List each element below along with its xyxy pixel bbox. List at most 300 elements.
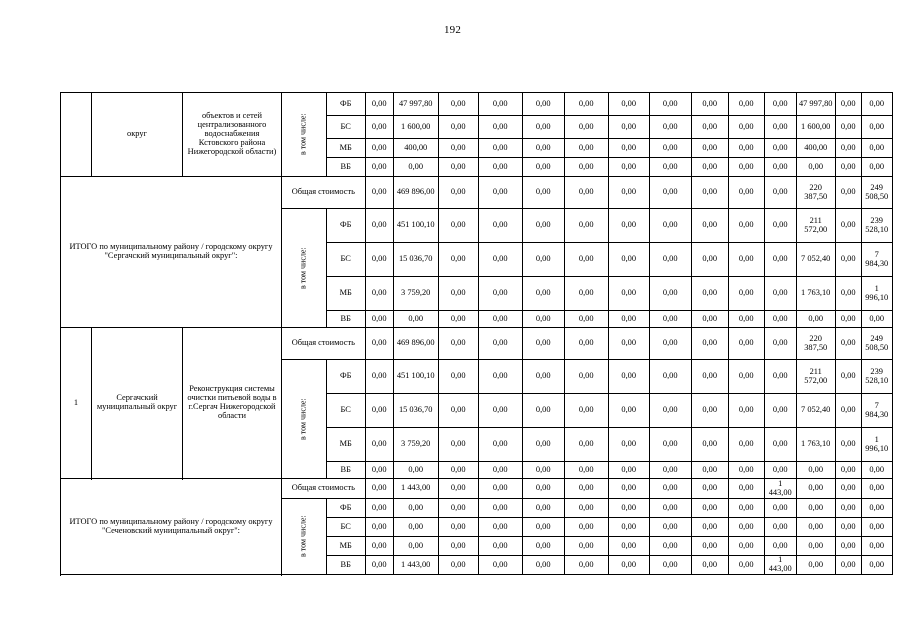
value-cell: 0,00 xyxy=(438,116,478,139)
value-cell: 0,00 xyxy=(365,394,393,428)
value-cell: 0,00 xyxy=(365,116,393,139)
value-cell: 0,00 xyxy=(764,209,796,243)
value-cell: 0,00 xyxy=(522,462,564,479)
value-cell: 0,00 xyxy=(728,518,764,537)
value-cell: 0,00 xyxy=(608,428,649,462)
value-cell: 0,00 xyxy=(861,93,892,116)
budget-table xyxy=(60,92,893,575)
value-cell: 0,00 xyxy=(649,243,691,277)
value-cell: 0,00 xyxy=(478,311,522,328)
value-cell: 1 763,10 xyxy=(796,277,835,311)
value-cell: 7 984,30 xyxy=(861,394,892,428)
value-cell: 0,00 xyxy=(365,328,393,360)
value-cell: 0,00 xyxy=(691,116,728,139)
value-cell: 0,00 xyxy=(522,556,564,575)
value-cell: 1 996,10 xyxy=(861,428,892,462)
value-cell: 0,00 xyxy=(564,243,608,277)
value-cell: 0,00 xyxy=(522,394,564,428)
value-cell: 0,00 xyxy=(835,328,861,360)
value-cell: 0,00 xyxy=(564,462,608,479)
value-cell: 0,00 xyxy=(861,311,892,328)
value-cell: 0,00 xyxy=(691,360,728,394)
value-cell: 0,00 xyxy=(438,394,478,428)
value-cell: 0,00 xyxy=(438,158,478,177)
value-cell: 0,00 xyxy=(608,277,649,311)
value-cell: 0,00 xyxy=(438,462,478,479)
value-cell: 0,00 xyxy=(522,311,564,328)
value-cell: 0,00 xyxy=(835,499,861,518)
source-label: МБ xyxy=(326,428,365,462)
value-cell: 0,00 xyxy=(478,139,522,158)
source-label: ВБ xyxy=(326,158,365,177)
value-cell: 0,00 xyxy=(522,116,564,139)
value-cell: 0,00 xyxy=(835,360,861,394)
total-cost-label: Общая стоимость xyxy=(282,479,366,499)
object-cell: объектов и сетей централизованного водоснабжения Кстовского района Нижегородской области) xyxy=(183,93,282,177)
value-cell: 1 443,00 xyxy=(393,479,438,499)
value-cell: 0,00 xyxy=(649,116,691,139)
value-cell: 0,00 xyxy=(608,462,649,479)
value-cell: 0,00 xyxy=(438,537,478,556)
value-cell: 0,00 xyxy=(649,394,691,428)
value-cell: 0,00 xyxy=(608,518,649,537)
value-cell: 7 052,40 xyxy=(796,243,835,277)
value-cell: 0,00 xyxy=(365,243,393,277)
value-cell: 0,00 xyxy=(835,479,861,499)
value-cell: 220 387,50 xyxy=(796,328,835,360)
value-cell: 0,00 xyxy=(835,394,861,428)
total-cost-label: Общая стоимость xyxy=(282,177,366,209)
source-label: ФБ xyxy=(326,93,365,116)
value-cell: 0,00 xyxy=(564,518,608,537)
value-cell: 0,00 xyxy=(796,499,835,518)
value-cell: 0,00 xyxy=(608,209,649,243)
value-cell: 0,00 xyxy=(564,556,608,575)
value-cell: 0,00 xyxy=(522,243,564,277)
value-cell: 15 036,70 xyxy=(393,394,438,428)
value-cell: 0,00 xyxy=(764,177,796,209)
value-cell: 0,00 xyxy=(649,462,691,479)
value-cell: 0,00 xyxy=(608,116,649,139)
value-cell: 1 996,10 xyxy=(861,277,892,311)
district-total-title: ИТОГО по муниципальному району / городскому округу "Сергачский муниципальный округ": xyxy=(61,177,282,328)
value-cell: 0,00 xyxy=(365,360,393,394)
value-cell: 0,00 xyxy=(365,139,393,158)
value-cell: 0,00 xyxy=(438,556,478,575)
value-cell: 0,00 xyxy=(649,499,691,518)
value-cell: 0,00 xyxy=(691,311,728,328)
value-cell: 0,00 xyxy=(564,479,608,499)
value-cell: 0,00 xyxy=(608,499,649,518)
value-cell: 0,00 xyxy=(522,518,564,537)
value-cell: 0,00 xyxy=(861,116,892,139)
value-cell: 0,00 xyxy=(649,311,691,328)
value-cell: 249 508,50 xyxy=(861,177,892,209)
value-cell: 0,00 xyxy=(835,93,861,116)
value-cell: 0,00 xyxy=(478,93,522,116)
value-cell: 0,00 xyxy=(728,537,764,556)
value-cell: 0,00 xyxy=(478,360,522,394)
value-cell: 0,00 xyxy=(835,518,861,537)
value-cell: 0,00 xyxy=(728,139,764,158)
value-cell: 0,00 xyxy=(438,311,478,328)
value-cell: 0,00 xyxy=(796,158,835,177)
value-cell: 0,00 xyxy=(522,158,564,177)
value-cell: 15 036,70 xyxy=(393,243,438,277)
value-cell: 0,00 xyxy=(564,537,608,556)
value-cell: 0,00 xyxy=(796,556,835,575)
value-cell: 1 763,10 xyxy=(796,428,835,462)
value-cell: 1 600,00 xyxy=(393,116,438,139)
value-cell: 239 528,10 xyxy=(861,209,892,243)
municipality-cell: округ xyxy=(92,93,183,177)
value-cell: 0,00 xyxy=(691,209,728,243)
value-cell: 0,00 xyxy=(564,93,608,116)
value-cell: 0,00 xyxy=(796,479,835,499)
value-cell: 0,00 xyxy=(764,116,796,139)
value-cell: 0,00 xyxy=(608,158,649,177)
value-cell: 0,00 xyxy=(796,518,835,537)
source-label: БС xyxy=(326,394,365,428)
value-cell: 0,00 xyxy=(564,177,608,209)
total-cost-label: Общая стоимость xyxy=(282,328,366,360)
value-cell: 0,00 xyxy=(835,158,861,177)
value-cell: 0,00 xyxy=(522,139,564,158)
value-cell: 0,00 xyxy=(564,158,608,177)
value-cell: 0,00 xyxy=(393,499,438,518)
value-cell: 0,00 xyxy=(764,328,796,360)
value-cell: 0,00 xyxy=(835,116,861,139)
value-cell: 0,00 xyxy=(564,277,608,311)
source-label: МБ xyxy=(326,139,365,158)
value-cell: 0,00 xyxy=(691,479,728,499)
source-label: БС xyxy=(326,116,365,139)
value-cell: 249 508,50 xyxy=(861,328,892,360)
value-cell: 0,00 xyxy=(691,499,728,518)
including-label: в том числе: xyxy=(282,209,327,328)
value-cell: 0,00 xyxy=(728,158,764,177)
value-cell: 0,00 xyxy=(649,360,691,394)
value-cell: 0,00 xyxy=(438,277,478,311)
value-cell: 0,00 xyxy=(835,311,861,328)
value-cell: 0,00 xyxy=(728,479,764,499)
value-cell: 0,00 xyxy=(861,462,892,479)
value-cell: 0,00 xyxy=(478,518,522,537)
source-label: МБ xyxy=(326,537,365,556)
value-cell: 0,00 xyxy=(393,158,438,177)
value-cell: 0,00 xyxy=(649,158,691,177)
value-cell: 0,00 xyxy=(478,243,522,277)
table-row xyxy=(61,177,893,209)
value-cell: 0,00 xyxy=(438,209,478,243)
value-cell: 0,00 xyxy=(796,537,835,556)
value-cell: 0,00 xyxy=(691,394,728,428)
value-cell: 0,00 xyxy=(478,394,522,428)
value-cell: 0,00 xyxy=(728,462,764,479)
value-cell: 0,00 xyxy=(728,311,764,328)
object-cell: Реконструкция системы очистки питьевой воды в г.Сергач Нижегородской области xyxy=(183,328,282,479)
value-cell: 0,00 xyxy=(835,139,861,158)
value-cell: 0,00 xyxy=(564,428,608,462)
value-cell: 0,00 xyxy=(691,243,728,277)
value-cell: 0,00 xyxy=(728,499,764,518)
value-cell: 0,00 xyxy=(728,277,764,311)
value-cell: 0,00 xyxy=(522,360,564,394)
source-label: БС xyxy=(326,243,365,277)
source-label: ВБ xyxy=(326,462,365,479)
value-cell: 0,00 xyxy=(522,277,564,311)
value-cell: 0,00 xyxy=(365,209,393,243)
value-cell: 0,00 xyxy=(835,243,861,277)
value-cell: 0,00 xyxy=(564,209,608,243)
value-cell: 0,00 xyxy=(728,328,764,360)
value-cell: 469 896,00 xyxy=(393,177,438,209)
value-cell: 0,00 xyxy=(365,518,393,537)
value-cell: 0,00 xyxy=(438,93,478,116)
value-cell: 0,00 xyxy=(365,537,393,556)
value-cell: 0,00 xyxy=(564,311,608,328)
value-cell: 0,00 xyxy=(438,243,478,277)
value-cell: 0,00 xyxy=(835,537,861,556)
value-cell: 0,00 xyxy=(649,556,691,575)
value-cell: 0,00 xyxy=(649,328,691,360)
value-cell: 0,00 xyxy=(861,556,892,575)
value-cell: 0,00 xyxy=(365,556,393,575)
value-cell: 0,00 xyxy=(728,360,764,394)
value-cell: 0,00 xyxy=(764,394,796,428)
num-cell: 1 xyxy=(61,328,92,479)
value-cell: 0,00 xyxy=(861,518,892,537)
value-cell: 7 984,30 xyxy=(861,243,892,277)
value-cell: 0,00 xyxy=(649,209,691,243)
value-cell: 0,00 xyxy=(861,537,892,556)
value-cell: 0,00 xyxy=(522,328,564,360)
value-cell: 0,00 xyxy=(764,93,796,116)
value-cell: 0,00 xyxy=(728,428,764,462)
value-cell: 0,00 xyxy=(764,243,796,277)
value-cell: 0,00 xyxy=(478,177,522,209)
value-cell: 0,00 xyxy=(522,428,564,462)
value-cell: 0,00 xyxy=(649,428,691,462)
value-cell: 1 443,00 xyxy=(764,479,796,499)
value-cell: 0,00 xyxy=(608,328,649,360)
value-cell: 0,00 xyxy=(393,311,438,328)
value-cell: 1 443,00 xyxy=(393,556,438,575)
value-cell: 0,00 xyxy=(691,462,728,479)
value-cell: 0,00 xyxy=(764,311,796,328)
value-cell: 211 572,00 xyxy=(796,360,835,394)
including-label: в том числе: xyxy=(282,360,327,479)
value-cell: 451 100,10 xyxy=(393,209,438,243)
value-cell: 0,00 xyxy=(438,499,478,518)
value-cell: 0,00 xyxy=(691,93,728,116)
value-cell: 0,00 xyxy=(649,177,691,209)
value-cell: 0,00 xyxy=(835,556,861,575)
value-cell: 0,00 xyxy=(522,209,564,243)
table-row xyxy=(61,93,893,116)
value-cell: 0,00 xyxy=(522,499,564,518)
page-number: 192 xyxy=(443,24,462,36)
value-cell: 0,00 xyxy=(478,209,522,243)
value-cell: 0,00 xyxy=(764,428,796,462)
value-cell: 0,00 xyxy=(764,158,796,177)
value-cell: 0,00 xyxy=(861,499,892,518)
value-cell: 0,00 xyxy=(564,116,608,139)
value-cell: 0,00 xyxy=(861,139,892,158)
source-label: ФБ xyxy=(326,209,365,243)
value-cell: 47 997,80 xyxy=(393,93,438,116)
value-cell: 0,00 xyxy=(478,462,522,479)
value-cell: 0,00 xyxy=(564,394,608,428)
value-cell: 0,00 xyxy=(478,277,522,311)
value-cell: 0,00 xyxy=(728,177,764,209)
value-cell: 0,00 xyxy=(728,243,764,277)
value-cell: 0,00 xyxy=(365,311,393,328)
table-body xyxy=(61,93,893,575)
value-cell: 0,00 xyxy=(691,328,728,360)
value-cell: 0,00 xyxy=(478,428,522,462)
value-cell: 0,00 xyxy=(478,537,522,556)
value-cell: 0,00 xyxy=(393,462,438,479)
value-cell: 0,00 xyxy=(365,277,393,311)
value-cell: 0,00 xyxy=(608,394,649,428)
source-label: ФБ xyxy=(326,499,365,518)
value-cell: 451 100,10 xyxy=(393,360,438,394)
value-cell: 0,00 xyxy=(608,177,649,209)
value-cell: 0,00 xyxy=(649,277,691,311)
value-cell: 0,00 xyxy=(478,116,522,139)
value-cell: 0,00 xyxy=(764,277,796,311)
value-cell: 0,00 xyxy=(728,556,764,575)
value-cell: 0,00 xyxy=(649,139,691,158)
district-total-title: ИТОГО по муниципальному району / городскому округу "Сеченовский муниципальный округ": xyxy=(61,479,282,575)
value-cell: 0,00 xyxy=(608,243,649,277)
value-cell: 0,00 xyxy=(438,139,478,158)
value-cell: 0,00 xyxy=(835,177,861,209)
value-cell: 220 387,50 xyxy=(796,177,835,209)
value-cell: 0,00 xyxy=(835,209,861,243)
value-cell: 0,00 xyxy=(365,428,393,462)
source-label: ВБ xyxy=(326,311,365,328)
table-row xyxy=(61,328,893,360)
value-cell: 0,00 xyxy=(608,311,649,328)
value-cell: 0,00 xyxy=(835,277,861,311)
value-cell: 0,00 xyxy=(861,158,892,177)
value-cell: 0,00 xyxy=(649,93,691,116)
value-cell: 0,00 xyxy=(478,556,522,575)
value-cell: 1 443,00 xyxy=(764,556,796,575)
value-cell: 0,00 xyxy=(728,116,764,139)
value-cell: 0,00 xyxy=(764,462,796,479)
value-cell: 400,00 xyxy=(393,139,438,158)
value-cell: 7 052,40 xyxy=(796,394,835,428)
value-cell: 0,00 xyxy=(365,177,393,209)
source-label: ФБ xyxy=(326,360,365,394)
municipality-cell: Сергачский муниципальный округ xyxy=(92,328,183,479)
value-cell: 0,00 xyxy=(691,177,728,209)
value-cell: 0,00 xyxy=(438,428,478,462)
value-cell: 239 528,10 xyxy=(861,360,892,394)
value-cell: 0,00 xyxy=(764,499,796,518)
value-cell: 0,00 xyxy=(691,158,728,177)
value-cell: 0,00 xyxy=(365,499,393,518)
value-cell: 211 572,00 xyxy=(796,209,835,243)
value-cell: 0,00 xyxy=(691,518,728,537)
value-cell: 0,00 xyxy=(522,93,564,116)
value-cell: 0,00 xyxy=(365,462,393,479)
value-cell: 0,00 xyxy=(365,479,393,499)
value-cell: 0,00 xyxy=(393,537,438,556)
num-cell xyxy=(61,93,92,177)
value-cell: 0,00 xyxy=(478,328,522,360)
value-cell: 0,00 xyxy=(478,158,522,177)
value-cell: 0,00 xyxy=(728,394,764,428)
value-cell: 3 759,20 xyxy=(393,428,438,462)
source-label: МБ xyxy=(326,277,365,311)
value-cell: 0,00 xyxy=(478,499,522,518)
value-cell: 0,00 xyxy=(764,139,796,158)
value-cell: 0,00 xyxy=(691,428,728,462)
value-cell: 0,00 xyxy=(438,479,478,499)
source-label: БС xyxy=(326,518,365,537)
including-label: в том числе: xyxy=(282,93,327,177)
value-cell: 0,00 xyxy=(835,462,861,479)
value-cell: 400,00 xyxy=(796,139,835,158)
value-cell: 0,00 xyxy=(438,360,478,394)
value-cell: 0,00 xyxy=(564,328,608,360)
value-cell: 0,00 xyxy=(608,360,649,394)
value-cell: 0,00 xyxy=(522,479,564,499)
value-cell: 0,00 xyxy=(691,556,728,575)
value-cell: 0,00 xyxy=(764,360,796,394)
value-cell: 0,00 xyxy=(393,518,438,537)
including-label: в том числе: xyxy=(282,499,327,575)
value-cell: 0,00 xyxy=(564,499,608,518)
value-cell: 0,00 xyxy=(796,311,835,328)
value-cell: 0,00 xyxy=(608,139,649,158)
value-cell: 0,00 xyxy=(728,209,764,243)
value-cell: 0,00 xyxy=(438,177,478,209)
value-cell: 0,00 xyxy=(365,158,393,177)
value-cell: 0,00 xyxy=(438,518,478,537)
value-cell: 0,00 xyxy=(649,479,691,499)
value-cell: 0,00 xyxy=(365,93,393,116)
value-cell: 0,00 xyxy=(764,518,796,537)
value-cell: 0,00 xyxy=(691,277,728,311)
table-row xyxy=(61,479,893,499)
value-cell: 0,00 xyxy=(728,93,764,116)
value-cell: 0,00 xyxy=(608,537,649,556)
value-cell: 0,00 xyxy=(522,537,564,556)
value-cell: 0,00 xyxy=(478,479,522,499)
value-cell: 3 759,20 xyxy=(393,277,438,311)
value-cell: 0,00 xyxy=(438,328,478,360)
value-cell: 0,00 xyxy=(691,537,728,556)
value-cell: 1 600,00 xyxy=(796,116,835,139)
value-cell: 0,00 xyxy=(649,518,691,537)
value-cell: 0,00 xyxy=(861,479,892,499)
value-cell: 0,00 xyxy=(608,93,649,116)
source-label: ВБ xyxy=(326,556,365,575)
value-cell: 0,00 xyxy=(608,479,649,499)
value-cell: 0,00 xyxy=(564,360,608,394)
value-cell: 0,00 xyxy=(764,537,796,556)
value-cell: 47 997,80 xyxy=(796,93,835,116)
value-cell: 0,00 xyxy=(564,139,608,158)
value-cell: 0,00 xyxy=(796,462,835,479)
value-cell: 0,00 xyxy=(649,537,691,556)
value-cell: 0,00 xyxy=(608,556,649,575)
